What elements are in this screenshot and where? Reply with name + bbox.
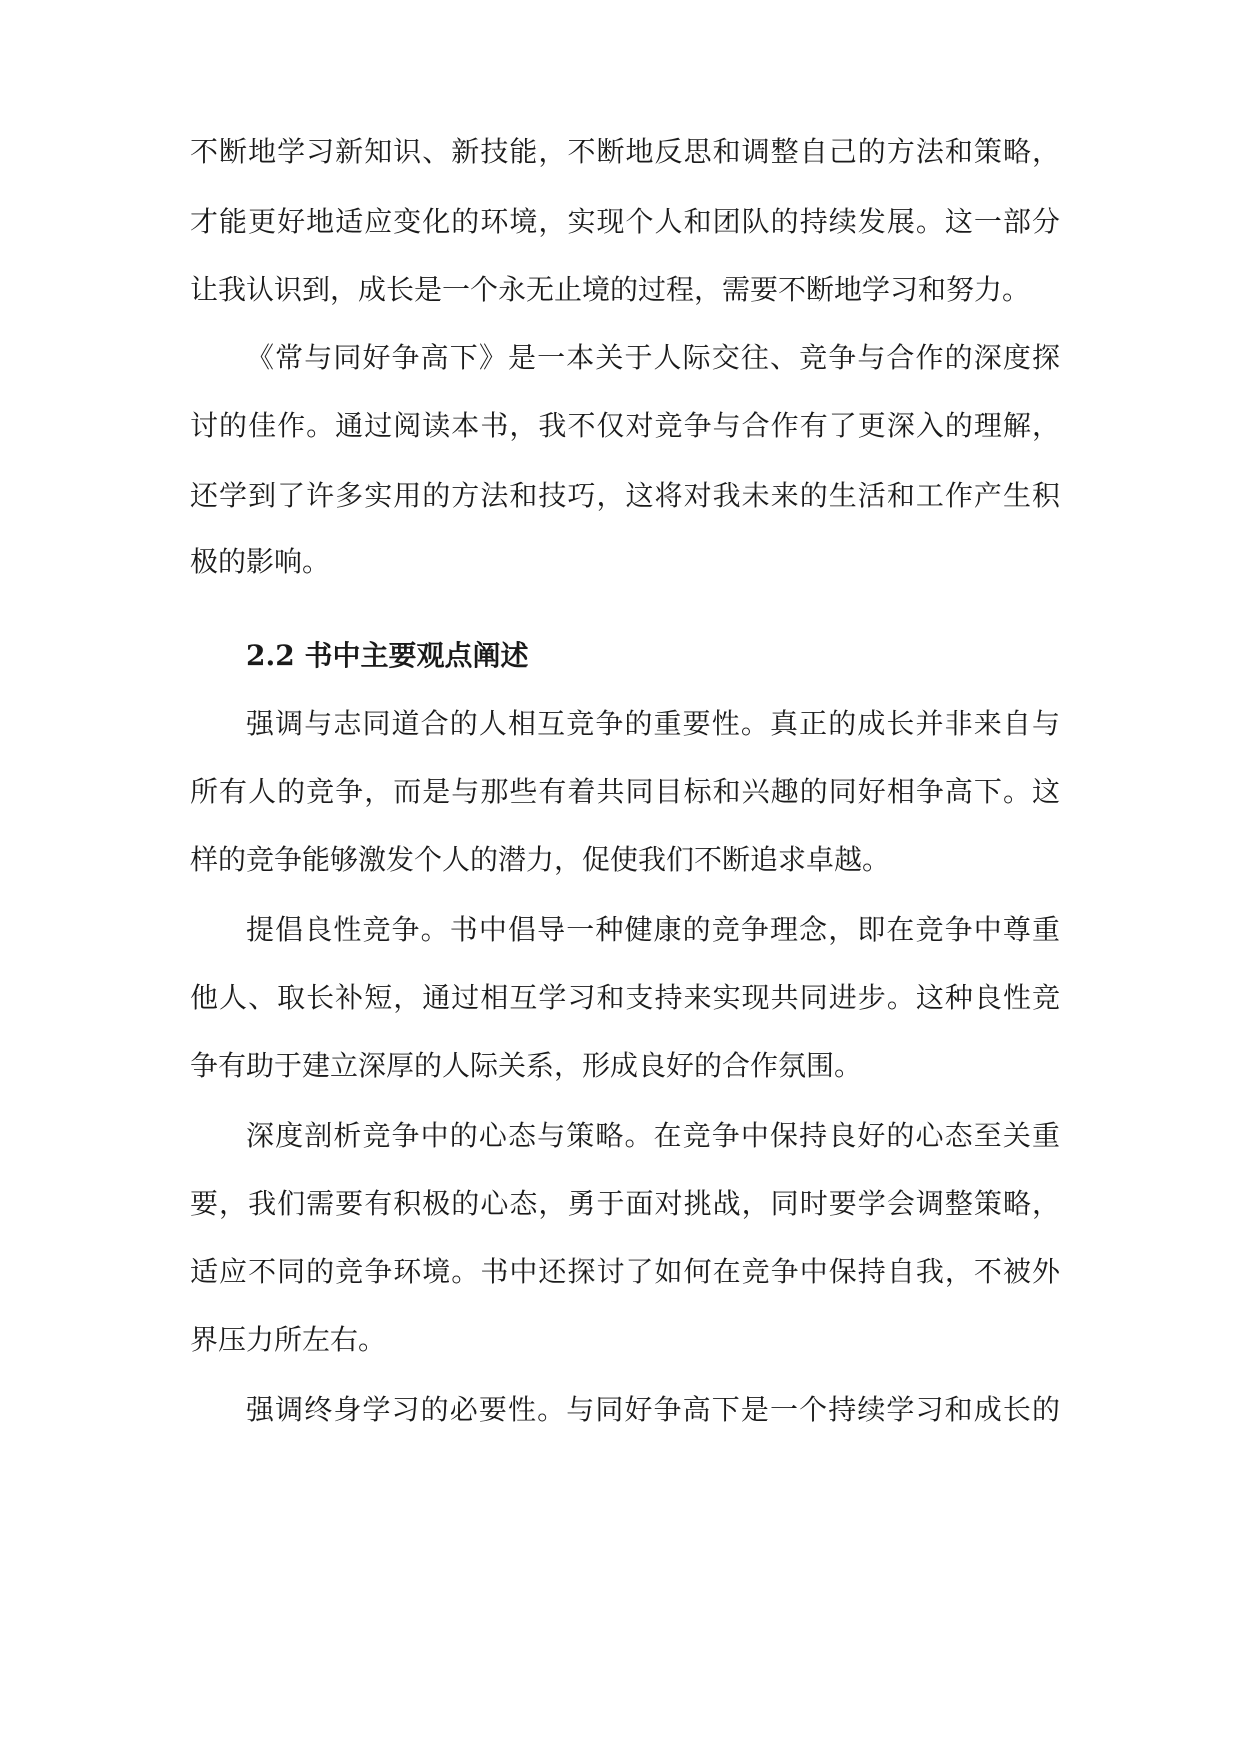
point1-line-1: 强调与志同道合的人相互竞争的重要性。真正的成长并非来自与 — [246, 707, 1060, 740]
point2-line-3: 争有助于建立深厚的人际关系，形成良好的合作氛围。 — [190, 1049, 863, 1082]
summary-line-4: 极的影响。 — [190, 545, 331, 578]
point3-line-4: 界压力所左右。 — [190, 1323, 387, 1356]
intro-line-3: 让我认识到，成长是一个永无止境的过程，需要不断地学习和努力。 — [190, 273, 1031, 306]
point2-line-1: 提倡良性竞争。书中倡导一种健康的竞争理念，即在竞争中尊重 — [246, 913, 1060, 946]
point3-line-3: 适应不同的竞争环境。书中还探讨了如何在竞争中保持自我，不被外 — [190, 1255, 1060, 1288]
section-heading: 2.2 书中主要观点阐述 — [246, 639, 529, 672]
summary-line-3: 还学到了许多实用的方法和技巧，这将对我未来的生活和工作产生积 — [190, 479, 1060, 512]
point3-line-1: 深度剖析竞争中的心态与策略。在竞争中保持良好的心态至关重 — [246, 1119, 1060, 1152]
point4-line-1: 强调终身学习的必要性。与同好争高下是一个持续学习和成长的 — [246, 1393, 1060, 1426]
point2-line-2: 他人、取长补短，通过相互学习和支持来实现共同进步。这种良性竞 — [190, 981, 1060, 1014]
point1-line-3: 样的竞争能够激发个人的潜力，促使我们不断追求卓越。 — [190, 843, 891, 876]
point3-line-2: 要，我们需要有积极的心态，勇于面对挑战，同时要学会调整策略， — [190, 1187, 1060, 1220]
point1-line-2: 所有人的竞争，而是与那些有着共同目标和兴趣的同好相争高下。这 — [190, 775, 1060, 808]
intro-line-2: 才能更好地适应变化的环境，实现个人和团队的持续发展。这一部分 — [190, 205, 1060, 238]
intro-line-1: 不断地学习新知识、新技能，不断地反思和调整自己的方法和策略， — [190, 135, 1060, 168]
summary-line-1: 《常与同好争高下》是一本关于人际交往、竞争与合作的深度探 — [246, 341, 1060, 374]
summary-line-2: 讨的佳作。通过阅读本书，我不仅对竞争与合作有了更深入的理解， — [190, 409, 1060, 442]
